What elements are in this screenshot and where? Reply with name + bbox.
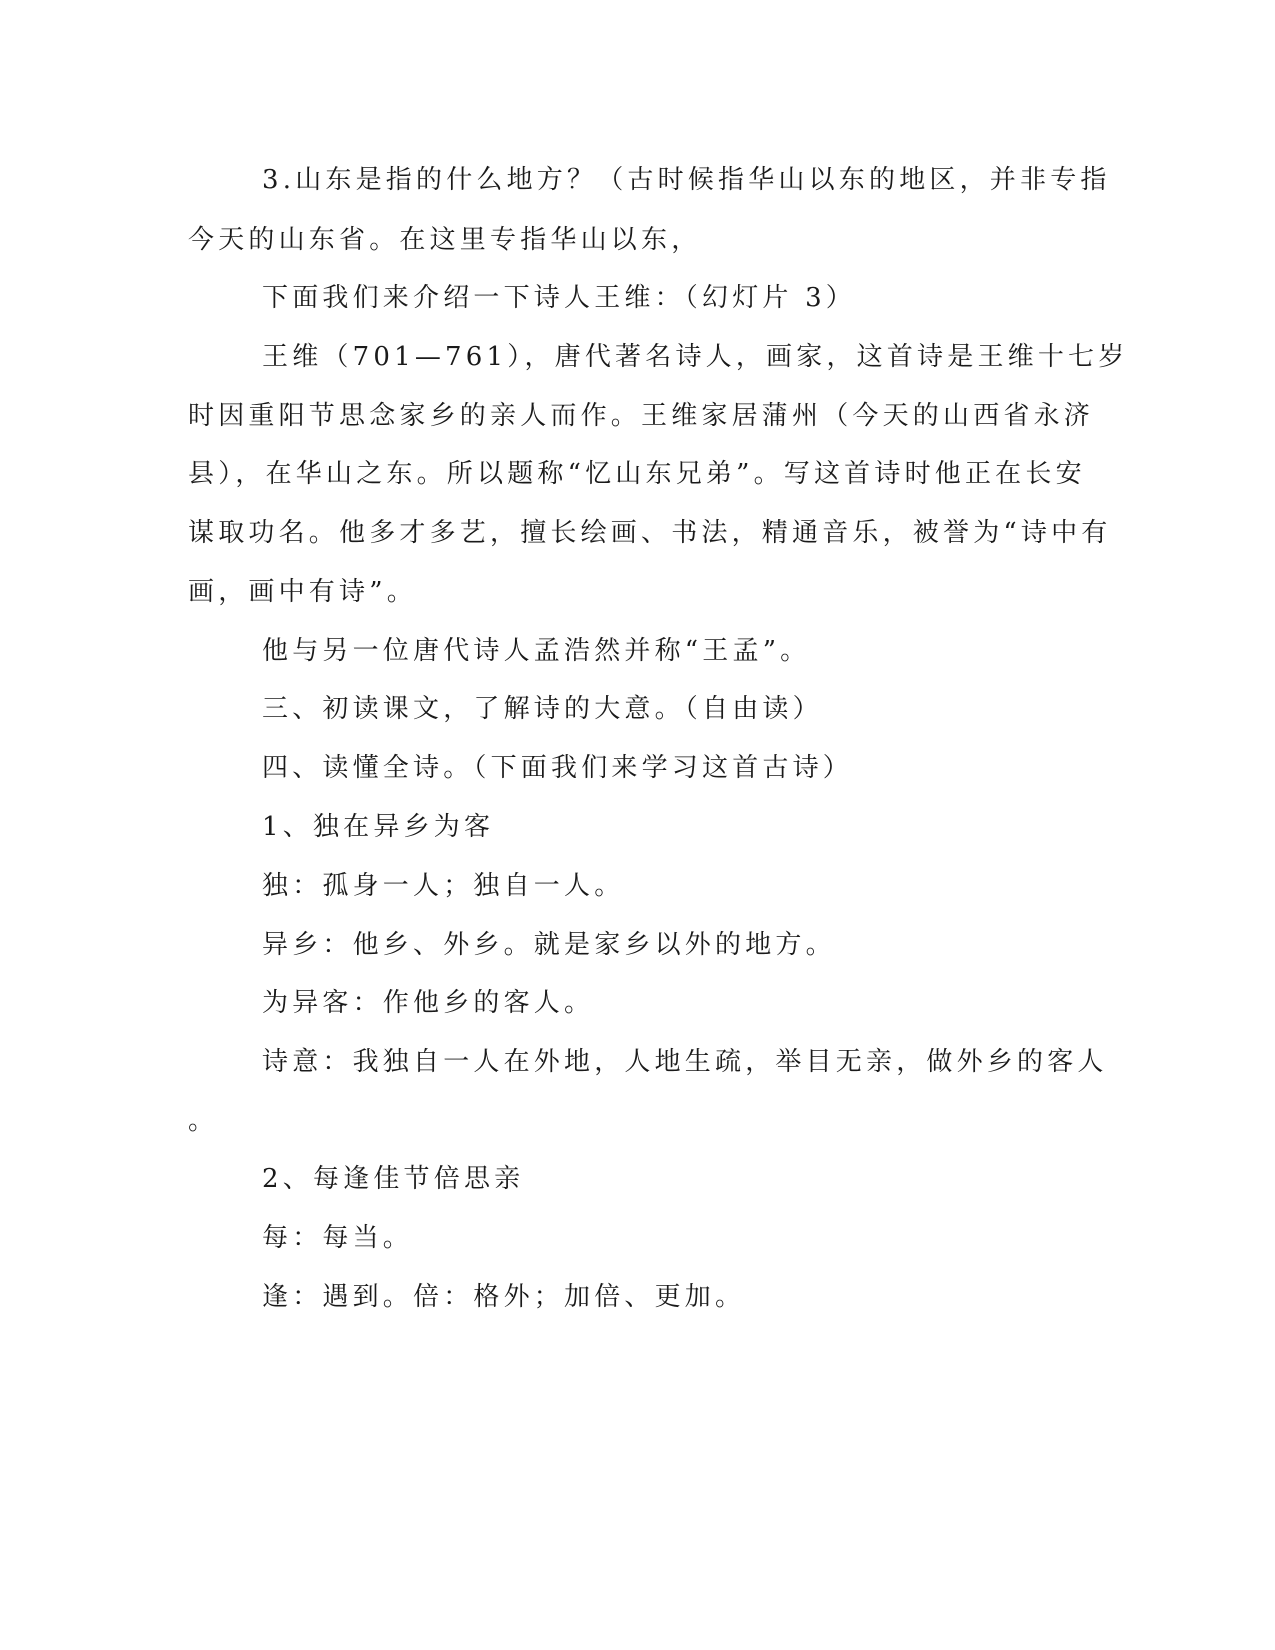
paragraph-line: 3.山东是指的什么地方？（古时候指华山以东的地区，并非专指 xyxy=(262,165,1111,195)
paragraph-line: 。 xyxy=(188,1106,219,1136)
paragraph-line: 2、每逢佳节倍思亲 xyxy=(262,1164,525,1194)
paragraph-line: 下面我们来介绍一下诗人王维：（幻灯片 3） xyxy=(262,283,857,313)
paragraph-line: 异乡：他乡、外乡。就是家乡以外的地方。 xyxy=(262,930,836,960)
paragraph-line: 他与另一位唐代诗人孟浩然并称“王孟”。 xyxy=(262,636,811,666)
paragraph-line: 1、独在异乡为客 xyxy=(262,812,495,842)
paragraph-line: 逢：遇到。倍：格外；加倍、更加。 xyxy=(262,1282,746,1312)
paragraph-line: 独：孤身一人；独自一人。 xyxy=(262,871,625,901)
paragraph-line: 诗意：我独自一人在外地，人地生疏，举目无亲，做外乡的客人 xyxy=(262,1047,1108,1077)
paragraph-line: 每：每当。 xyxy=(262,1223,414,1253)
paragraph-line: 谋取功名。他多才多艺，擅长绘画、书法，精通音乐，被誉为“诗中有 xyxy=(188,518,1112,548)
paragraph-line: 为异客：作他乡的客人。 xyxy=(262,988,595,1018)
paragraph-line: 今天的山东省。在这里专指华山以东， xyxy=(188,225,702,255)
paragraph-line: 三、初读课文，了解诗的大意。（自由读） xyxy=(262,694,823,724)
paragraph-line: 王维（701—761），唐代著名诗人，画家，这首诗是王维十七岁 xyxy=(262,342,1129,372)
paragraph-line: 四、读懂全诗。（下面我们来学习这首古诗） xyxy=(262,753,854,783)
paragraph-line: 时因重阳节思念家乡的亲人而作。王维家居蒲州（今天的山西省永济 xyxy=(188,401,1095,431)
paragraph-line: 县），在华山之东。所以题称“忆山东兄弟”。写这首诗时他正在长安 xyxy=(188,459,1086,489)
paragraph-line: 画，画中有诗”。 xyxy=(188,577,417,607)
